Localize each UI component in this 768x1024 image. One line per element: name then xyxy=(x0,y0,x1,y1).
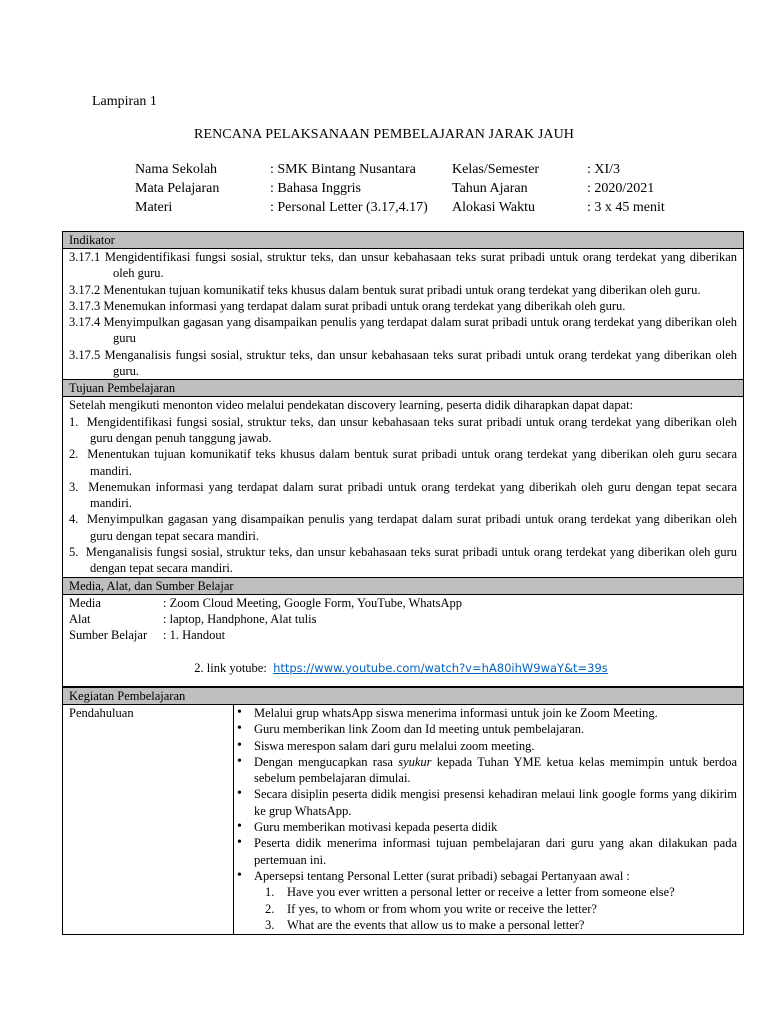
youtube-link[interactable]: https://www.youtube.com/watch?v=hA80ihW9waY&t=39s xyxy=(273,660,608,675)
info-label: Tahun Ajaran xyxy=(452,181,528,196)
info-value: : Bahasa Inggris xyxy=(270,181,361,196)
document-title: RENCANA PELAKSANAAN PEMBELAJARAN JARAK JAUH xyxy=(194,127,574,142)
sumber-value: : 1. Handout xyxy=(163,628,226,643)
info-label: Mata Pelajaran xyxy=(135,181,220,196)
tujuan-item: 2. Menentukan tujuan komunikatif teks khusus dalam bentuk surat pribadi untuk orang terdekat yang diberikan oleh guru secara mandiri. xyxy=(69,447,737,478)
activity-item: • Guru memberikan motivasi kepada peserta didik xyxy=(235,819,737,835)
alat-row xyxy=(69,611,737,627)
tujuan-item: 3. Menemukan informasi yang terdapat dalam surat pribadi untuk orang terdekat yang diberikah oleh guru dengan tepat secara mandiri. xyxy=(69,479,737,511)
question-text: If yes, to whom or from whom you write or receive the letter? xyxy=(287,901,597,916)
question-item xyxy=(235,917,737,933)
media-value: : Zoom Cloud Meeting, Google Form, YouTube, WhatsApp xyxy=(163,595,462,610)
info-value: : 2020/2021 xyxy=(587,181,655,196)
question-number: 3. xyxy=(265,917,275,932)
phase-cell: Pendahuluan xyxy=(63,705,234,935)
activity-item: • Siswa merespon salam dari guru melalui zoom meeting. xyxy=(235,738,737,754)
syukur-post: kepada Tuhan YME ketua kelas memimpin untuk berdoa sebelum pembelajaran dimulai. xyxy=(254,754,737,786)
syukur-pre: Dengan mengucapkan rasa xyxy=(254,754,399,769)
sumber-label: Sumber Belajar xyxy=(69,628,148,643)
indikator-item: 3.17.4 Menyimpulkan gagasan yang disampaikan penulis yang terdapat dalam surat pribadi untuk orang terdekat yang diberikan oleh guru xyxy=(69,315,737,346)
activity-table xyxy=(62,687,744,935)
info-value: : SMK Bintang Nusantara xyxy=(270,162,416,177)
section-header-media: Media, Alat, dan Sumber Belajar xyxy=(63,577,743,595)
activity-item: • Guru memberikan link Zoom dan Id meeting untuk pembelajaran. xyxy=(235,721,737,737)
info-label: Materi xyxy=(135,200,173,215)
attachment-label: Lampiran 1 xyxy=(92,94,157,109)
link-prefix: 2. link yotube: xyxy=(188,660,274,675)
question-number: 2. xyxy=(265,901,275,916)
tujuan-list xyxy=(63,397,743,576)
sumber-link-row xyxy=(69,644,737,675)
question-item xyxy=(235,884,737,900)
question-text: What are the events that allow us to make a personal letter? xyxy=(287,917,585,932)
section-header-kegiatan: Kegiatan Pembelajaran xyxy=(63,688,743,705)
activity-item: • Peserta didik menerima informasi tujuan pembelajaran dari guru yang akan dilakukan pada pertemuan ini. xyxy=(235,835,737,868)
tujuan-item: 4. Menyimpulkan gagasan yang disampaikan penulis yang terdapat dalam surat pribadi untuk orang terdekat yang diberikan oleh guru dengan tepat secara mandiri. xyxy=(69,512,737,543)
tujuan-item: 5. Menganalisis fungsi sosial, struktur teks, dan unsur kebahasaan teks surat pribadi untuk orang terdekat yang diberikan oleh guru dengan tepat secara mandiri. xyxy=(69,545,737,576)
info-label: Kelas/Semester xyxy=(452,162,540,177)
question-number: 1. xyxy=(265,885,275,900)
info-value: : XI/3 xyxy=(587,162,621,177)
indikator-item: 3.17.5 Menganalisis fungsi sosial, struktur teks, dan unsur kebahasaan teks surat pribadi untuk orang terdekat yang diberikan oleh guru. xyxy=(69,347,737,379)
question-item xyxy=(235,901,737,917)
indikator-item: 3.17.2 Menentukan tujuan komunikatif teks khusus dalam bentuk surat pribadi untuk orang terdekat yang diberikan oleh guru. xyxy=(69,282,701,297)
tujuan-intro: Setelah mengikuti menonton video melalui pendekatan discovery learning, peserta didik diharapkan dapat dapat: xyxy=(69,398,634,413)
activity-item: • Secara disiplin peserta didik mengisi presensi kehadiran melaui link google forms yang dikirim ke grup WhatsApp. xyxy=(235,786,737,819)
question-text: Have you ever written a personal letter or receive a letter from someone else? xyxy=(287,885,675,900)
plan-table xyxy=(62,231,744,687)
info-value: : 3 x 45 menit xyxy=(587,200,665,215)
syukur-word: syukur xyxy=(398,754,432,769)
kegiatan-table xyxy=(63,705,743,935)
indikator-item: 3.17.1 Mengidentifikasi fungsi sosial, struktur teks, dan unsur kebahasaan teks surat pribadi untuk orang terdekat yang diberikan oleh guru. xyxy=(69,250,737,281)
sumber-row xyxy=(69,627,737,643)
info-label: Alokasi Waktu xyxy=(452,200,535,215)
media-block xyxy=(63,595,743,675)
section-header-tujuan: Tujuan Pembelajaran xyxy=(63,379,743,397)
media-label: Media xyxy=(69,595,101,610)
indikator-list xyxy=(63,249,743,379)
activity-item: • Melalui grup whatsApp siswa menerima informasi untuk join ke Zoom Meeting. xyxy=(235,705,737,721)
alat-value: : laptop, Handphone, Alat tulis xyxy=(163,611,317,626)
media-row xyxy=(69,595,737,611)
phase-activities xyxy=(235,705,743,933)
alat-label: Alat xyxy=(69,611,91,626)
activity-item-syukur xyxy=(235,754,737,787)
activity-item: • Apersepsi tentang Personal Letter (surat pribadi) sebagai Pertanyaan awal : xyxy=(235,868,737,884)
section-header-indikator: Indikator xyxy=(63,232,743,249)
tujuan-item: 1. Mengidentifikasi fungsi sosial, struktur teks, dan unsur kebahasaan teks surat pribadi untuk orang terdekat yang diberikan oleh guru dengan penuh tanggung jawab. xyxy=(69,414,737,445)
info-value: : Personal Letter (3.17,4.17) xyxy=(270,200,428,215)
indikator-item: 3.17.3 Menemukan informasi yang terdapat dalam surat pribadi untuk orang terdekat yang diberikah oleh guru. xyxy=(69,298,626,313)
info-label: Nama Sekolah xyxy=(135,162,218,177)
